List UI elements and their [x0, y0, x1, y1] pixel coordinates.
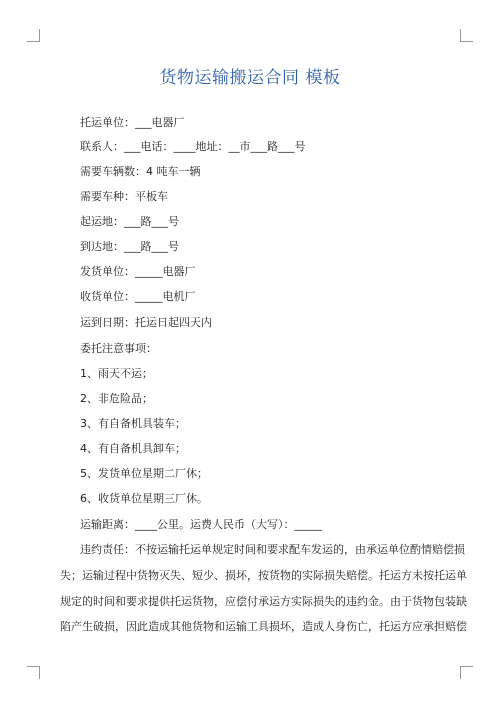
receiver-unit-line: 收货单位：_____电机厂	[80, 290, 196, 303]
note-item-4: 4、有自备机具卸车；	[80, 442, 186, 455]
arrival-date-line: 运到日期：托运日起四天内	[80, 316, 212, 329]
crop-mark-bottom-right	[460, 666, 473, 679]
distance-fee-line: 运输距离：____公里。运费人民币（大写）：_____	[80, 518, 322, 531]
note-item-6: 6、收货单位星期三厂休。	[80, 492, 208, 505]
note-item-3: 3、有自备机具装车；	[80, 417, 186, 430]
shipper-unit-line: 托运单位：___电器厂	[80, 116, 185, 129]
sender-unit-line: 发货单位：_____电器厂	[80, 265, 196, 278]
origin-line: 起运地：___路___号	[80, 215, 179, 228]
crop-mark-bottom-left	[27, 666, 40, 679]
liability-paragraph-line-1: 违约责任：不按运输托运单规定时间和要求配车发运的，由承运单位酌情赔偿损	[80, 543, 465, 556]
note-item-5: 5、发货单位星期二厂休；	[80, 467, 208, 480]
liability-paragraph-line-2: 失；运输过程中货物灭失、短少、损坏，按货物的实际损失赔偿。托运方未按托运单	[60, 569, 467, 582]
contact-line: 联系人：___电话：____地址：__市___路___号	[80, 140, 306, 153]
liability-paragraph-line-4: 陷产生破损，因此造成其他货物和运输工具损坏，造成人身伤亡，托运方应承担赔偿	[60, 620, 467, 633]
note-item-2: 2、非危险品；	[80, 392, 153, 405]
destination-line: 到达地：___路___号	[80, 240, 179, 253]
crop-mark-top-right	[460, 29, 473, 42]
vehicle-count-line: 需要车辆数：4 吨车一辆	[80, 165, 201, 178]
liability-paragraph-line-3: 规定的时间和要求提供托运货物，应偿付承运方实际损失的违约金。由于货物包装缺	[60, 595, 467, 608]
document-title: 货物运输搬运合同 模板	[159, 68, 341, 88]
notes-heading: 委托注意事项：	[80, 342, 157, 355]
vehicle-type-line: 需要车种：平板车	[80, 190, 168, 203]
crop-mark-top-left	[27, 29, 40, 42]
note-item-1: 1、雨天不运；	[80, 367, 153, 380]
